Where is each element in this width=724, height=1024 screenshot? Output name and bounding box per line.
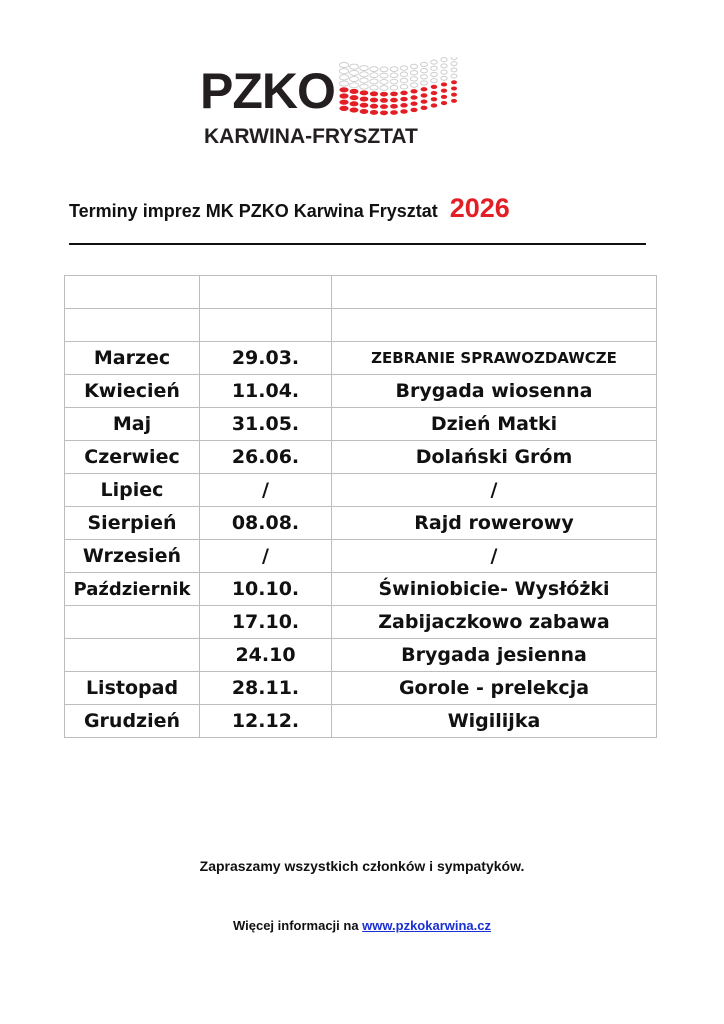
logo-dot-red [370, 110, 378, 115]
logo-dot-grey [350, 64, 359, 69]
logo-dot-red [421, 93, 428, 97]
cell-event: Dolański Gróm [332, 441, 657, 474]
logo-dot-red [410, 95, 417, 99]
cell-event: / [332, 474, 657, 507]
logo-dot-grey [421, 75, 428, 79]
logo-wordmark: PZKO [200, 63, 335, 119]
table-row [65, 342, 657, 375]
cell-month [65, 606, 200, 639]
logo-dot-red [350, 101, 359, 106]
title-text: Terminy imprez MK PZKO Karwina Frysztat [69, 201, 438, 221]
logo-dot-red [390, 98, 398, 103]
logo-dot-red [390, 110, 398, 115]
cell-month: Wrzesień [65, 540, 200, 573]
events-table-body [65, 276, 657, 738]
logo-dot-grey [339, 69, 348, 74]
logo-dot-grey [360, 66, 369, 71]
table-row [65, 375, 657, 408]
logo-dot-grey [441, 76, 447, 80]
logo-dot-red [360, 109, 369, 114]
cell-event [332, 309, 657, 342]
cell-event: Świniobicie- Wysłóżki [332, 573, 657, 606]
logo-dot-grey [400, 66, 407, 71]
logo-dot-grey [380, 73, 388, 78]
logo-dot-red [451, 93, 457, 97]
logo-dot-red [370, 91, 378, 96]
logo-dot-grey [441, 64, 447, 68]
logo-dot-red [400, 91, 407, 96]
logo-dot-red [410, 108, 417, 112]
logo-dot-grey [370, 73, 378, 78]
title-year: 2026 [449, 193, 510, 223]
logo-dot-grey [339, 75, 348, 80]
cell-event: ZEBRANIE SPRAWOZDAWCZE [332, 342, 657, 375]
logo-dot-red [350, 89, 359, 94]
logo-dot-grey [421, 68, 428, 72]
logo-subtitle: KARWINA-FRYSZTAT [204, 125, 418, 148]
title-underline [69, 243, 646, 245]
more-info-line [0, 918, 724, 933]
cell-month: Marzec [65, 342, 200, 375]
logo-dot-grey [350, 83, 359, 88]
logo-dot-grey [380, 79, 388, 84]
logo-dot-grey [370, 67, 378, 72]
logo-dot-grey [441, 70, 447, 74]
cell-month [65, 309, 200, 342]
logo-dot-grey [390, 73, 398, 78]
logo-dot-red [410, 89, 417, 93]
logo-dot-grey [400, 72, 407, 77]
logo-dot-red [380, 110, 388, 115]
logo-dot-grey [431, 60, 438, 64]
logo-dot-red [421, 106, 428, 110]
page-title [69, 193, 510, 224]
logo-dot-red [400, 103, 407, 108]
logo-dot-grey [441, 58, 447, 62]
logo-dot-red [410, 101, 417, 105]
cell-month: Sierpień [65, 507, 200, 540]
cell-month: Kwiecień [65, 375, 200, 408]
cell-month: Maj [65, 408, 200, 441]
logo-dot-grey [350, 70, 359, 75]
table-row [65, 507, 657, 540]
cell-event: Dzień Matki [332, 408, 657, 441]
cell-event: Zabijaczkowo zabawa [332, 606, 657, 639]
logo-dot-red [451, 99, 457, 103]
cell-event: Wigilijka [332, 705, 657, 738]
cell-month: Czerwiec [65, 441, 200, 474]
logo-dot-red [339, 87, 348, 92]
logo-dot-red [431, 97, 438, 101]
logo-dot-red [360, 97, 369, 102]
cell-month: Październik [65, 573, 200, 606]
logo-dot-grey [360, 72, 369, 77]
cell-date: 28.11. [200, 672, 332, 705]
logo-dot-grey [451, 68, 457, 72]
logo-dot-grey [370, 79, 378, 84]
logo-dot-red [350, 108, 359, 113]
logo-dot-grey [431, 66, 438, 70]
logo-dot-red [339, 100, 348, 105]
logo-dot-red [339, 93, 348, 98]
logo-dot-grey [370, 85, 378, 90]
logo-dot-grey [390, 85, 398, 90]
table-row [65, 573, 657, 606]
cell-date [200, 276, 332, 309]
cell-date [200, 309, 332, 342]
cell-month [65, 639, 200, 672]
logo-dot-grey [451, 62, 457, 66]
logo-dot-red [380, 92, 388, 97]
table-row [65, 705, 657, 738]
cell-event: Brygada jesienna [332, 639, 657, 672]
cell-month [65, 276, 200, 309]
logo-dot-grey [390, 67, 398, 72]
cell-date: 29.03. [200, 342, 332, 375]
logo-dot-red [441, 95, 447, 99]
logo-dot-red [380, 104, 388, 109]
cell-month: Listopad [65, 672, 200, 705]
logo-dot-grey [380, 86, 388, 91]
logo-dot-grey [350, 77, 359, 82]
logo-dot-red [431, 91, 438, 95]
logo-dot-grey [451, 74, 457, 78]
pzko-logo [200, 55, 490, 155]
logo-dot-grey [451, 57, 457, 59]
logo-dot-grey [339, 81, 348, 86]
logo-dot-grey [390, 79, 398, 84]
cell-date: 31.05. [200, 408, 332, 441]
cell-event: / [332, 540, 657, 573]
logo-dot-red [431, 103, 438, 107]
logo-dot-grey [410, 70, 417, 74]
cell-date: 10.10. [200, 573, 332, 606]
logo-dot-red [350, 95, 359, 100]
logo-dot-grey [410, 64, 417, 68]
logo-dot-grey [410, 83, 417, 87]
logo-dot-grey [400, 78, 407, 83]
table-row [65, 441, 657, 474]
logo-dot-red [400, 109, 407, 114]
logo-dot-red [370, 98, 378, 103]
table-row [65, 639, 657, 672]
cell-date: / [200, 474, 332, 507]
cell-event [332, 276, 657, 309]
cell-event: Gorole - prelekcja [332, 672, 657, 705]
events-table [64, 275, 657, 738]
logo-dot-grey [339, 62, 348, 67]
cell-date: / [200, 540, 332, 573]
logo-dot-red [390, 104, 398, 109]
table-row [65, 474, 657, 507]
logo-dot-red [451, 80, 457, 84]
logo-dot-grey [421, 62, 428, 66]
more-info-prefix: Więcej informacji na [232, 918, 363, 933]
logo-dot-red [339, 106, 348, 111]
cell-date: 11.04. [200, 375, 332, 408]
cell-date: 12.12. [200, 705, 332, 738]
logo-dot-red [441, 101, 447, 105]
logo-dot-red [421, 87, 428, 91]
table-row [65, 672, 657, 705]
cell-date: 17.10. [200, 606, 332, 639]
logo-dot-grey [400, 84, 407, 89]
table-row [65, 540, 657, 573]
table-row-empty [65, 309, 657, 342]
cell-date: 24.10 [200, 639, 332, 672]
logo-dot-grey [360, 78, 369, 83]
logo-dot-grey [431, 79, 438, 83]
website-link[interactable]: www.pzkokarwina.cz [362, 918, 492, 933]
cell-event: Brygada wiosenna [332, 375, 657, 408]
cell-month: Lipiec [65, 474, 200, 507]
cell-event: Rajd rowerowy [332, 507, 657, 540]
logo-dot-red [360, 90, 369, 95]
logo-dot-red [400, 97, 407, 102]
cell-date: 26.06. [200, 441, 332, 474]
invitation-text: Zapraszamy wszystkich członków i sympatyków. [199, 858, 525, 874]
logo-dot-grey [410, 77, 417, 81]
cell-date: 08.08. [200, 507, 332, 540]
logo-dot-grey [360, 84, 369, 89]
logo-dot-red [360, 103, 369, 108]
table-row-empty [65, 276, 657, 309]
cell-month: Grudzień [65, 705, 200, 738]
logo-dot-red [421, 99, 428, 103]
table-row [65, 408, 657, 441]
logo-dot-grey [421, 81, 428, 85]
table-row [65, 606, 657, 639]
logo-dot-red [441, 89, 447, 93]
logo-dot-red [390, 92, 398, 97]
logo-dot-grey [380, 67, 388, 72]
logo-dot-grey [431, 72, 438, 76]
logo-dot-red [380, 98, 388, 103]
logo-dot-red [431, 85, 438, 89]
polish-flag-wave-icon [336, 57, 462, 117]
logo-dot-red [451, 86, 457, 90]
logo-dot-red [370, 104, 378, 109]
logo-dot-red [441, 82, 447, 86]
